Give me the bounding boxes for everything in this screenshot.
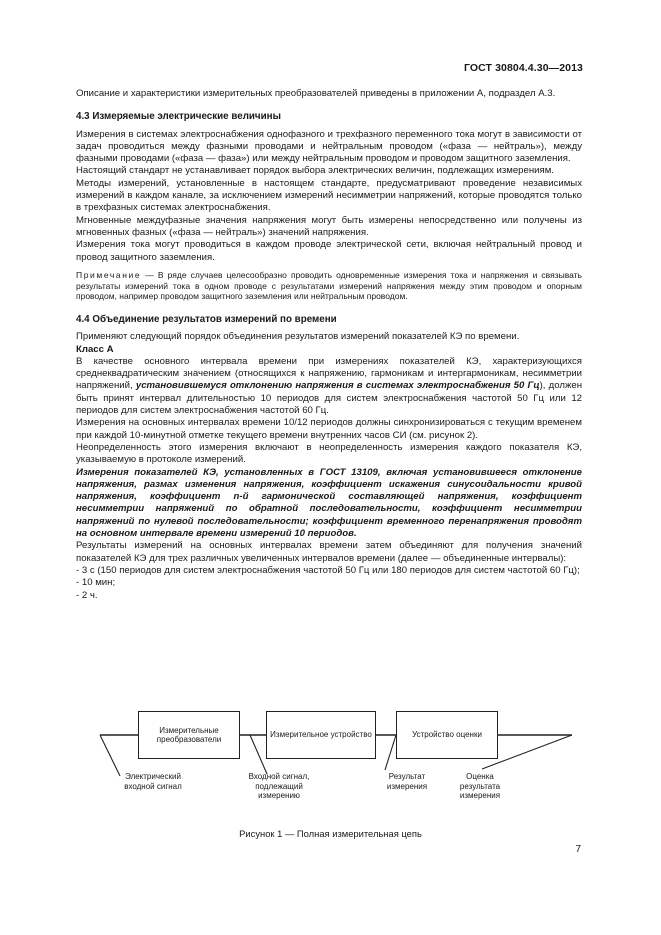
result-evaluation-label: Оценка результата измерения bbox=[459, 772, 501, 801]
s44-paragraph-4: Неопределенность этого измерения включают в неопределенность измерения каждого показателя КЭ, указываемую в протоколе измерений. bbox=[76, 441, 582, 466]
figure-1-diagram bbox=[96, 706, 576, 824]
s43-paragraph-5: Измерения тока могут проводиться в каждом проводе электрической сети, включая нейтральный провод и провод защитного заземления. bbox=[76, 239, 582, 263]
measurement-result-label: Результат измерения bbox=[386, 772, 428, 791]
s43-paragraph-1: Измерения в системах электроснабжения однофазного и трехфазного переменного тока могут в зависимости от задач проводиться между фазными проводами и нейтральным проводом («фаза — нейтраль»), между фазными проводами («фаза — фаза») или между нейтральным проводом и проводом защитного заземления. bbox=[76, 128, 582, 165]
page-number: 7 bbox=[575, 844, 581, 855]
standard-header: ГОСТ 30804.4.30—2013 bbox=[463, 62, 583, 74]
s43-paragraph-2: Настоящий стандарт не устанавливает порядок выбора электрических величин, подлежащих измерениям. bbox=[76, 165, 554, 177]
input-signal-label: Входной сигнал, подлежащий измерению bbox=[248, 772, 310, 801]
figure-caption: Рисунок 1 — Полная измерительная цепь bbox=[239, 828, 422, 839]
evaluation-device-block: Устройство оценки bbox=[396, 711, 498, 759]
document-body bbox=[76, 88, 582, 602]
s44-p2-end: ), должен быть принят интервал длительностью 10 периодов для систем электроснабжения частотой 50 Гц или 12 периодов для систем электроснабжения частотой 60 Гц. bbox=[76, 380, 582, 417]
s44-paragraph-3: Измерения на основных интервалах времени 10/12 периодов должны синхронизироваться с текущим временем при каждой 10-минутной отметке текущего времени внутренних часов СИ (см. рисунок 2). bbox=[76, 417, 582, 441]
s43-paragraph-3: Методы измерений, установленные в настоящем стандарте, предусматривают проведение независимых измерений в каждом канале, за исключением измерений несимметрии напряжений, которые проводятся только в трехфазных системах электроснабжения. bbox=[76, 177, 582, 214]
list-item-2h: - 2 ч. bbox=[76, 589, 98, 601]
section-4-4-heading: 4.4 Объединение результатов измерений по времени bbox=[76, 313, 337, 325]
note-text: — В ряде случаев целесообразно проводить одновременные измерения тока и напряжения и связывать результаты измерений тока в одном проводе с результатами измерений напряжения между этим проводом и опорным проводом, например проводом защитного заземления или нейтральным проводом. bbox=[76, 269, 582, 302]
s43-paragraph-4: Мгновенные междуфазные значения напряжения могут быть измерены непосредственно или получены из мгновенных фазных («фаза — нейтраль») значений напряжения. bbox=[76, 214, 582, 238]
class-a-heading: Класс А bbox=[76, 343, 114, 355]
s44-paragraph-2 bbox=[76, 356, 582, 417]
s44-p2-emphasis: установившемуся отклонению напряжения в системах электроснабжения 50 Гц bbox=[135, 380, 540, 392]
list-item-3s: - 3 с (150 периодов для систем электроснабжения частотой 50 Гц или 180 периодов для систем частотой 60 Гц); bbox=[76, 564, 580, 576]
measuring-device-block: Измерительное устройство bbox=[266, 711, 376, 759]
transducers-block: Измерительные преобразователи bbox=[138, 711, 240, 759]
intro-paragraph: Описание и характеристики измерительных преобразователей приведены в приложении А, подраздел А.3. bbox=[76, 88, 556, 99]
section-4-3-heading: 4.3 Измеряемые электрические величины bbox=[76, 111, 281, 123]
electrical-input-label: Электрический входной сигнал bbox=[124, 772, 182, 791]
note-label: Примечание bbox=[76, 269, 142, 280]
s44-p2-start: В качестве основного интервала времени при измерениях показателей КЭ, характеризующихся среднеквадратическим значением (относящихся к напряжению, гармоникам и интергармоникам, несимметрии напряжений, bbox=[76, 355, 582, 392]
s44-paragraph-6: Результаты измерений на основных интервалах времени затем объединяют для получения значений показателей КЭ для трех различных увеличенных интервалов времени (далее — объединенные интервалы): bbox=[76, 540, 582, 564]
s44-paragraph-5: Измерения показателей КЭ, установленных в ГОСТ 13109, включая установившееся отклонение напряжения, размах изменения напряжения, коэффициент искажения синусоидальности кривой напряжения, коэффициент n-й гармонической составляющей напряжения, коэффициент несимметрии напряжений по обратной последовательности, коэффициент несимметрии напряжений по нулевой последовательности; коэффициент временного перенапряжения проводят на основном интервале времени измерений 10 периодов. bbox=[76, 466, 582, 540]
s43-note bbox=[76, 270, 582, 302]
s44-paragraph-1: Применяют следующий порядок объединения результатов измерений показателей КЭ по времени. bbox=[76, 331, 520, 343]
list-item-10min: - 10 мин; bbox=[76, 577, 116, 589]
